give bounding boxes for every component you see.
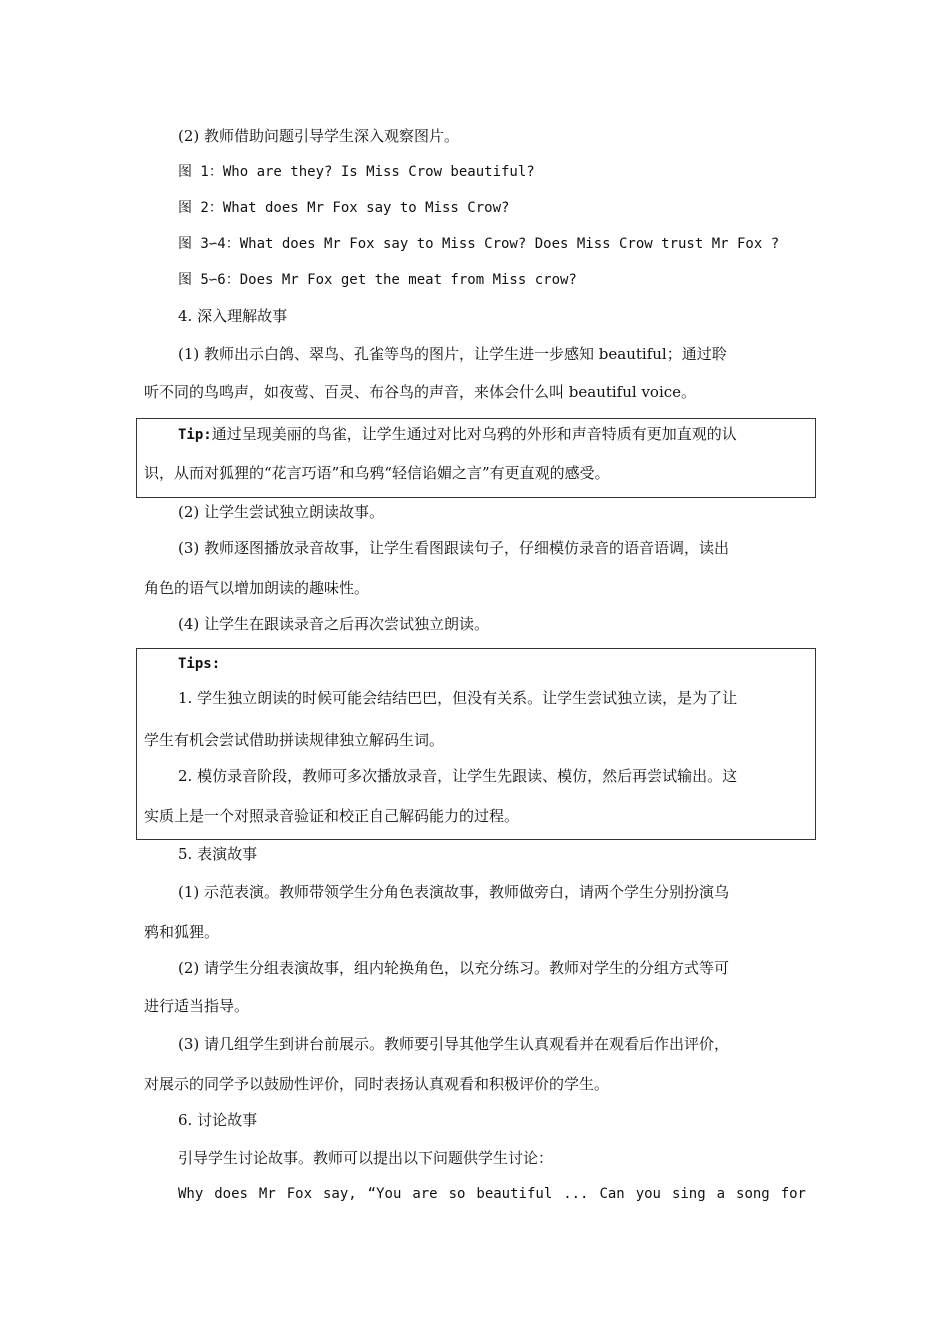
tip-line-1 <box>178 424 737 445</box>
question-word: you <box>635 1186 661 1202</box>
question-word: say, <box>322 1186 357 1202</box>
tip-box <box>136 418 816 498</box>
section-5-item-1-line-2: 鸦和狐狸。 <box>144 923 220 941</box>
section-5-item-3-line-2: 对展示的同学予以鼓励性评价，同时表扬认真观看和积极评价的学生。 <box>144 1075 610 1093</box>
figure-5-6-question: 图 5∽6：Does Mr Fox get the meat from Miss crow? <box>178 272 577 288</box>
question-word: a <box>716 1186 726 1202</box>
figure-1-question: 图 1：Who are they? Is Miss Crow beautiful? <box>178 164 535 180</box>
tips-point-2-line-2: 实质上是一个对照录音验证和校正自己解码能力的过程。 <box>144 807 520 825</box>
section-4-item-3-line-1: (3) 教师逐图播放录音故事，让学生看图跟读句子，仔细模仿录音的语音语调，读出 <box>178 539 730 557</box>
question-word: song <box>736 1186 770 1202</box>
question-word: so <box>448 1186 466 1202</box>
question-word: Fox <box>286 1186 313 1202</box>
section-5-heading: 5. 表演故事 <box>178 845 258 863</box>
question-word: for <box>780 1186 806 1202</box>
tips-point-1-line-2: 学生有机会尝试借助拼读规律独立解码生词。 <box>144 731 445 749</box>
section-6-intro: 引导学生讨论故事。教师可以提出以下问题供学生讨论： <box>178 1149 554 1167</box>
section-5-item-2-line-2: 进行适当指导。 <box>144 997 250 1015</box>
question-word: Can <box>599 1186 625 1202</box>
section-4-item-1-line-1: (1) 教师出示白鸽、翠鸟、孔雀等鸟的图片，让学生进一步感知 beautiful；通过聆 <box>178 345 727 363</box>
step-2-text: (2) 教师借助问题引导学生深入观察图片。 <box>178 127 460 145</box>
tips-label: Tips: <box>178 656 221 672</box>
tip-text-1: 通过呈现美丽的鸟雀，让学生通过对比对乌鸦的外形和声音特质有更加直观的认 <box>211 425 737 443</box>
section-4-heading: 4. 深入理解故事 <box>178 307 288 325</box>
figure-2-question: 图 2：What does Mr Fox say to Miss Crow? <box>178 200 510 216</box>
tips-point-2-line-1: 2. 模仿录音阶段，教师可多次播放录音，让学生先跟读、模仿，然后再尝试输出。这 <box>178 767 738 785</box>
section-4-item-4: (4) 让学生在跟读录音之后再次尝试独立朗读。 <box>178 615 490 633</box>
section-4-item-3-line-2: 角色的语气以增加朗读的趣味性。 <box>144 579 370 597</box>
tip-line-2: 识，从而对狐狸的“花言巧语”和乌鸦“轻信谄媚之言”有更直观的感受。 <box>144 464 610 482</box>
discussion-question-line <box>178 1184 806 1204</box>
question-word: ... <box>563 1186 589 1202</box>
question-word: does <box>214 1186 248 1202</box>
section-5-item-2-line-1: (2) 请学生分组表演故事，组内轮换角色，以充分练习。教师对学生的分组方式等可 <box>178 959 730 977</box>
question-word: “You <box>367 1186 402 1202</box>
section-4-item-2: (2) 让学生尝试独立朗读故事。 <box>178 503 385 521</box>
section-5-item-3-line-1: (3) 请几组学生到讲台前展示。教师要引导其他学生认真观看并在观看后作出评价， <box>178 1035 730 1053</box>
question-word: sing <box>671 1186 706 1202</box>
question-word: Why <box>178 1186 204 1202</box>
figure-3-4-question: 图 3∽4：What does Mr Fox say to Miss Crow? Does Miss Crow trust Mr Fox ? <box>178 236 780 252</box>
section-4-item-1-line-2: 听不同的鸟鸣声，如夜莺、百灵、布谷鸟的声音，来体会什么叫 beautiful voice。 <box>144 383 697 401</box>
section-6-heading: 6. 讨论故事 <box>178 1111 258 1129</box>
question-word: beautiful <box>476 1186 553 1202</box>
section-5-item-1-line-1: (1) 示范表演。教师带领学生分角色表演故事，教师做旁白，请两个学生分别扮演乌 <box>178 883 730 901</box>
tips-box <box>136 648 816 840</box>
question-word: are <box>412 1186 438 1202</box>
question-word: Mr <box>258 1186 276 1202</box>
tip-label: Tip: <box>178 427 212 443</box>
tips-point-1-line-1: 1. 学生独立朗读的时候可能会结结巴巴，但没有关系。让学生尝试独立读，是为了让 <box>178 689 738 707</box>
